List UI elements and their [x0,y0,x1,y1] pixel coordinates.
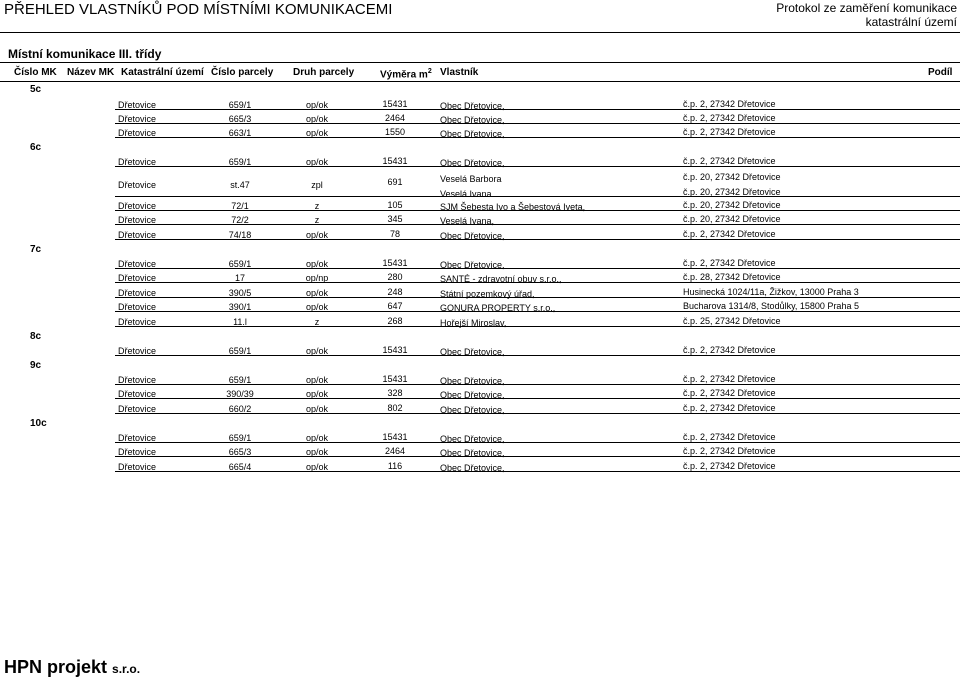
cell-katastralni-uzemi: Dřetovice [118,273,157,283]
company-name: HPN projekt [4,657,108,677]
cell-vlastnik: Státní pozemkový úřad, [440,289,535,299]
cell-katastralni-uzemi: Dřetovice [118,259,157,269]
column-header-druh-parcely: Druh parcely [293,67,355,78]
protocol-line-2: katastrální území [865,15,957,29]
cell-adresa: č.p. 2, 27342 Dřetovice [683,156,776,166]
cell-adresa: č.p. 20, 27342 Dřetovice [683,187,781,197]
cell-katastralni-uzemi: Dřetovice [118,215,157,225]
cell-vymera: 15431 [382,432,408,442]
cell-vymera: 802 [387,403,403,413]
cell-vymera: 691 [387,177,403,187]
row-underline [115,196,960,197]
row-underline [115,239,960,240]
cell-cislo-parcely: 390/39 [226,389,254,399]
row-underline [115,442,960,443]
cell-druh-parcely: op/ok [305,404,329,414]
cell-adresa: č.p. 2, 27342 Dřetovice [683,374,776,384]
cell-vymera: 15431 [382,374,408,384]
cell-adresa: č.p. 20, 27342 Dřetovice [683,172,781,182]
row-underline [115,398,960,399]
cell-druh-parcely: z [314,215,320,225]
section-title: Místní komunikace III. třídy [8,47,162,61]
cell-druh-parcely: op/np [305,273,329,283]
cell-cislo-parcely: 663/1 [228,128,252,138]
column-header-cislo-mk: Číslo MK [14,67,57,78]
cell-druh-parcely: op/ok [305,230,329,240]
cell-vymera: 15431 [382,99,408,109]
cell-cislo-parcely: st.47 [230,180,250,190]
row-underline [115,268,960,269]
cell-adresa: č.p. 28, 27342 Dřetovice [683,272,781,282]
cell-vymera: 280 [387,272,403,282]
protocol-line-1: Protokol ze zaměření komunikace [776,1,957,15]
cell-katastralni-uzemi: Dřetovice [118,447,157,457]
cell-vlastnik: Veselá Barbora [440,174,502,184]
cell-katastralni-uzemi: Dřetovice [118,157,157,167]
row-underline [115,137,960,138]
cell-katastralni-uzemi: Dřetovice [118,100,157,110]
cell-vlastnik: Veselá Ivana, [440,216,495,226]
cell-druh-parcely: op/ok [305,128,329,138]
row-underline [115,355,960,356]
cell-katastralni-uzemi: Dřetovice [118,302,157,312]
mk-number-label: 7c [30,244,42,255]
cell-adresa: č.p. 20, 27342 Dřetovice [683,200,781,210]
cell-cislo-parcely: 11.l [233,317,247,327]
row-underline [115,326,960,327]
cell-adresa: č.p. 20, 27342 Dřetovice [683,214,781,224]
cell-druh-parcely: op/ok [305,302,329,312]
header-divider [0,32,960,33]
cell-vlastnik: SANTÉ - zdravotní obuv s.r.o., [440,274,562,284]
cell-cislo-parcely: 660/2 [228,404,252,414]
cell-adresa: č.p. 2, 27342 Dřetovice [683,258,776,268]
cell-vymera: 15431 [382,258,408,268]
protocol-label [776,1,957,29]
cell-vlastnik: Obec Dřetovice, [440,101,505,111]
cell-cislo-parcely: 659/1 [228,375,252,385]
cell-katastralni-uzemi: Dřetovice [118,180,157,190]
row-underline [115,456,960,457]
cell-druh-parcely: op/ok [305,447,329,457]
cell-adresa: č.p. 2, 27342 Dřetovice [683,432,776,442]
cell-vymera: 2464 [384,446,406,456]
row-underline [115,123,960,124]
cell-druh-parcely: op/ok [305,375,329,385]
cell-druh-parcely: op/ok [305,114,329,124]
mk-number-label: 6c [30,142,42,153]
row-underline [115,282,960,283]
vymera-superscript: 2 [427,68,432,75]
cell-katastralni-uzemi: Dřetovice [118,346,157,356]
column-header-top-rule [0,62,960,63]
cell-adresa: Husinecká 1024/11a, Žižkov, 13000 Praha 3 [683,287,859,297]
cell-cislo-parcely: 659/1 [228,157,252,167]
cell-vlastnik: Obec Dřetovice, [440,115,505,125]
company-suffix: s.r.o. [112,662,141,676]
cell-vlastnik: Obec Dřetovice, [440,260,505,270]
cell-vlastnik: Obec Dřetovice, [440,448,505,458]
cell-cislo-parcely: 17 [234,273,245,283]
cell-katastralni-uzemi: Dřetovice [118,404,157,414]
cell-vlastnik: Obec Dřetovice, [440,405,505,415]
cell-cislo-parcely: 390/5 [228,288,252,298]
cell-cislo-parcely: 659/1 [228,346,252,356]
cell-katastralni-uzemi: Dřetovice [118,114,157,124]
cell-vymera: 647 [387,301,403,311]
cell-vlastnik: Obec Dřetovice, [440,129,505,139]
cell-cislo-parcely: 665/4 [228,462,252,472]
row-underline [115,413,960,414]
cell-adresa: č.p. 2, 27342 Dřetovice [683,446,776,456]
cell-druh-parcely: op/ok [305,157,329,167]
cell-druh-parcely: op/ok [305,389,329,399]
cell-vymera: 116 [387,461,403,471]
cell-vymera: 78 [389,229,400,239]
cell-vymera: 328 [387,388,403,398]
mk-number-label: 10c [30,418,47,429]
cell-vlastnik: Obec Dřetovice, [440,347,505,357]
row-underline [115,224,960,225]
cell-vlastnik: Veselá Ivana [440,189,492,199]
cell-adresa: č.p. 2, 27342 Dřetovice [683,127,776,137]
cell-druh-parcely: z [314,201,320,211]
cell-vymera: 15431 [382,345,408,355]
cell-cislo-parcely: 74/18 [228,230,252,240]
cell-vlastnik: Obec Dřetovice, [440,434,505,444]
cell-druh-parcely: z [314,317,320,327]
cell-vlastnik: Obec Dřetovice, [440,463,505,473]
cell-vlastnik: Hořejší Miroslav, [440,318,507,328]
cell-druh-parcely: op/ok [305,100,329,110]
cell-adresa: č.p. 2, 27342 Dřetovice [683,113,776,123]
cell-vymera: 2464 [384,113,406,123]
cell-cislo-parcely: 659/1 [228,433,252,443]
cell-druh-parcely: op/ok [305,462,329,472]
cell-vymera: 15431 [382,156,408,166]
cell-vlastnik: Obec Dřetovice, [440,158,505,168]
cell-katastralni-uzemi: Dřetovice [118,389,157,399]
mk-number-label: 5c [30,84,42,95]
row-underline [115,166,960,167]
cell-druh-parcely: op/ok [305,259,329,269]
cell-cislo-parcely: 72/1 [231,201,249,211]
cell-katastralni-uzemi: Dřetovice [118,433,157,443]
cell-cislo-parcely: 659/1 [228,100,252,110]
cell-druh-parcely: op/ok [305,288,329,298]
column-header-vymera [380,68,432,80]
cell-vymera: 105 [387,200,403,210]
cell-cislo-parcely: 665/3 [228,114,252,124]
cell-vymera: 1550 [384,127,406,137]
cell-druh-parcely: op/ok [305,433,329,443]
cell-vymera: 248 [387,287,403,297]
cell-katastralni-uzemi: Dřetovice [118,288,157,298]
column-header-vlastnik: Vlastník [440,67,479,78]
cell-vymera: 345 [387,214,403,224]
row-underline [115,471,960,472]
cell-katastralni-uzemi: Dřetovice [118,128,157,138]
mk-number-label: 8c [30,331,42,342]
cell-katastralni-uzemi: Dřetovice [118,462,157,472]
cell-cislo-parcely: 390/1 [228,302,252,312]
row-underline [115,384,960,385]
cell-vlastnik: Obec Dřetovice, [440,376,505,386]
cell-adresa: č.p. 2, 27342 Dřetovice [683,345,776,355]
cell-vlastnik: Obec Dřetovice, [440,390,505,400]
cell-adresa: č.p. 2, 27342 Dřetovice [683,403,776,413]
row-underline [115,297,960,298]
column-header-bottom-rule [0,81,960,82]
cell-vlastnik: Obec Dřetovice, [440,231,505,241]
cell-katastralni-uzemi: Dřetovice [118,230,157,240]
cell-katastralni-uzemi: Dřetovice [118,317,157,327]
company-logo [4,657,140,678]
column-header-nazev-mk: Název MK [67,67,115,78]
cell-adresa: č.p. 2, 27342 Dřetovice [683,388,776,398]
cell-vlastnik: SJM Šebesta Ivo a Šebestová Iveta, [440,202,586,212]
document-title: PŘEHLED VLASTNÍKŮ POD MÍSTNÍMI KOMUNIKACEMI [4,1,393,18]
vymera-label: Výměra m [380,69,428,81]
column-header-katastralni-uzemi: Katastrální území [121,67,204,78]
cell-vlastnik: GONURA PROPERTY s.r.o., [440,303,556,313]
row-underline [115,210,960,211]
cell-adresa: č.p. 25, 27342 Dřetovice [683,316,781,326]
mk-number-label: 9c [30,360,42,371]
cell-vymera: 268 [387,316,403,326]
cell-druh-parcely: zpl [311,180,323,190]
cell-katastralni-uzemi: Dřetovice [118,201,157,211]
cell-cislo-parcely: 659/1 [228,259,252,269]
cell-adresa: č.p. 2, 27342 Dřetovice [683,229,776,239]
cell-cislo-parcely: 665/3 [228,447,252,457]
row-underline [115,311,960,312]
column-header-cislo-parcely: Číslo parcely [211,67,274,78]
column-header-podil: Podíl [928,67,953,78]
row-underline [115,109,960,110]
cell-katastralni-uzemi: Dřetovice [118,375,157,385]
cell-adresa: č.p. 2, 27342 Dřetovice [683,461,776,471]
cell-cislo-parcely: 72/2 [231,215,249,225]
cell-druh-parcely: op/ok [305,346,329,356]
cell-adresa: Bucharova 1314/8, Stodůlky, 15800 Praha 5 [683,301,859,311]
cell-adresa: č.p. 2, 27342 Dřetovice [683,99,776,109]
